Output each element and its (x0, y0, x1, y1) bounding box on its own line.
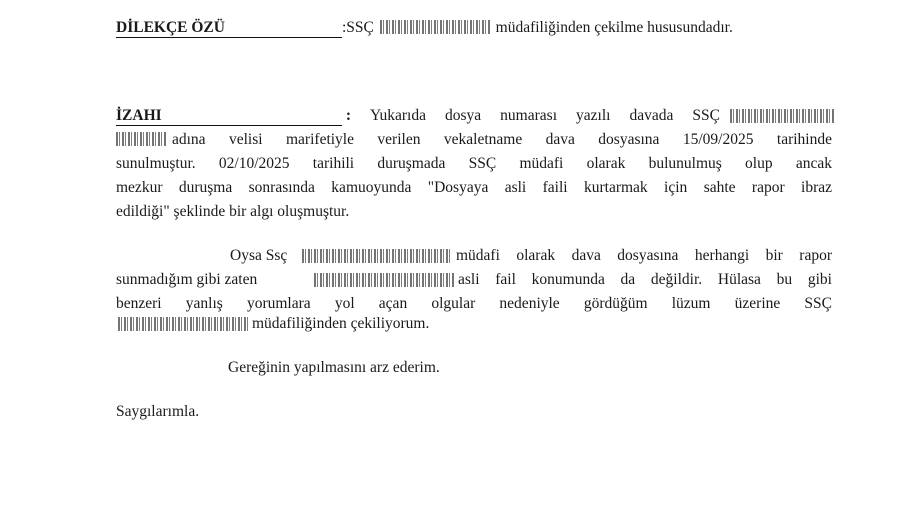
petition-summary-line (116, 18, 733, 38)
paragraph2-line-2-tail: asli fail konumunda da değildir. Hülasa bu gibi (458, 271, 832, 288)
redacted-name (380, 20, 490, 34)
redacted-name (730, 109, 834, 123)
paragraph2-line-1-start: Oysa Ssç (230, 247, 288, 264)
paragraph2-line-1-tail: müdafi olarak dava dosyasına herhangi bir rapor (456, 247, 832, 264)
explanation-line-5: edildiği" şeklinde bir algı oluşmuştur. (116, 203, 350, 220)
redacted-name (314, 273, 454, 287)
paragraph2-line-3: benzeri yanlış yorumlara yol açan olgular nedeniyle gördüğüm lüzum üzerine SSÇ (116, 295, 832, 312)
explanation-line-3: sunulmuştur. 02/10/2025 tarihili duruşmada SSÇ müdafi olarak bulunulmuş olup ancak (116, 155, 832, 172)
explanation-line-2: adına velisi marifetiyle verilen vekaletname dava dosyasına 15/09/2025 tarihinde (172, 131, 832, 148)
closing-regards: Saygılarımla. (116, 403, 200, 420)
petition-summary-label: DİLEKÇE ÖZÜ (116, 19, 342, 38)
summary-separator: :SSÇ (342, 19, 374, 36)
explanation-separator: : (345, 107, 352, 124)
redacted-name (116, 130, 168, 150)
redacted-name (118, 317, 248, 331)
summary-tail-text: müdafiliğinden çekilme hususundadır. (495, 19, 733, 36)
paragraph2-line-4-tail: müdafiliğinden çekiliyorum. (252, 315, 430, 332)
closing-request: Gereğinin yapılmasını arz ederim. (228, 359, 440, 376)
explanation-line-4: mezkur duruşma sonrasında kamuoyunda "Dosyaya asli faili kurtarmak için sahte rapor ibraz (116, 179, 832, 196)
explanation-line-1: Yukarıda dosya numarası yazılı davada SSÇ (370, 107, 720, 124)
redacted-name (302, 249, 452, 263)
paragraph2-line-2-start: sunmadığım gibi zaten (116, 271, 258, 288)
explanation-label: İZAHI (116, 107, 342, 126)
